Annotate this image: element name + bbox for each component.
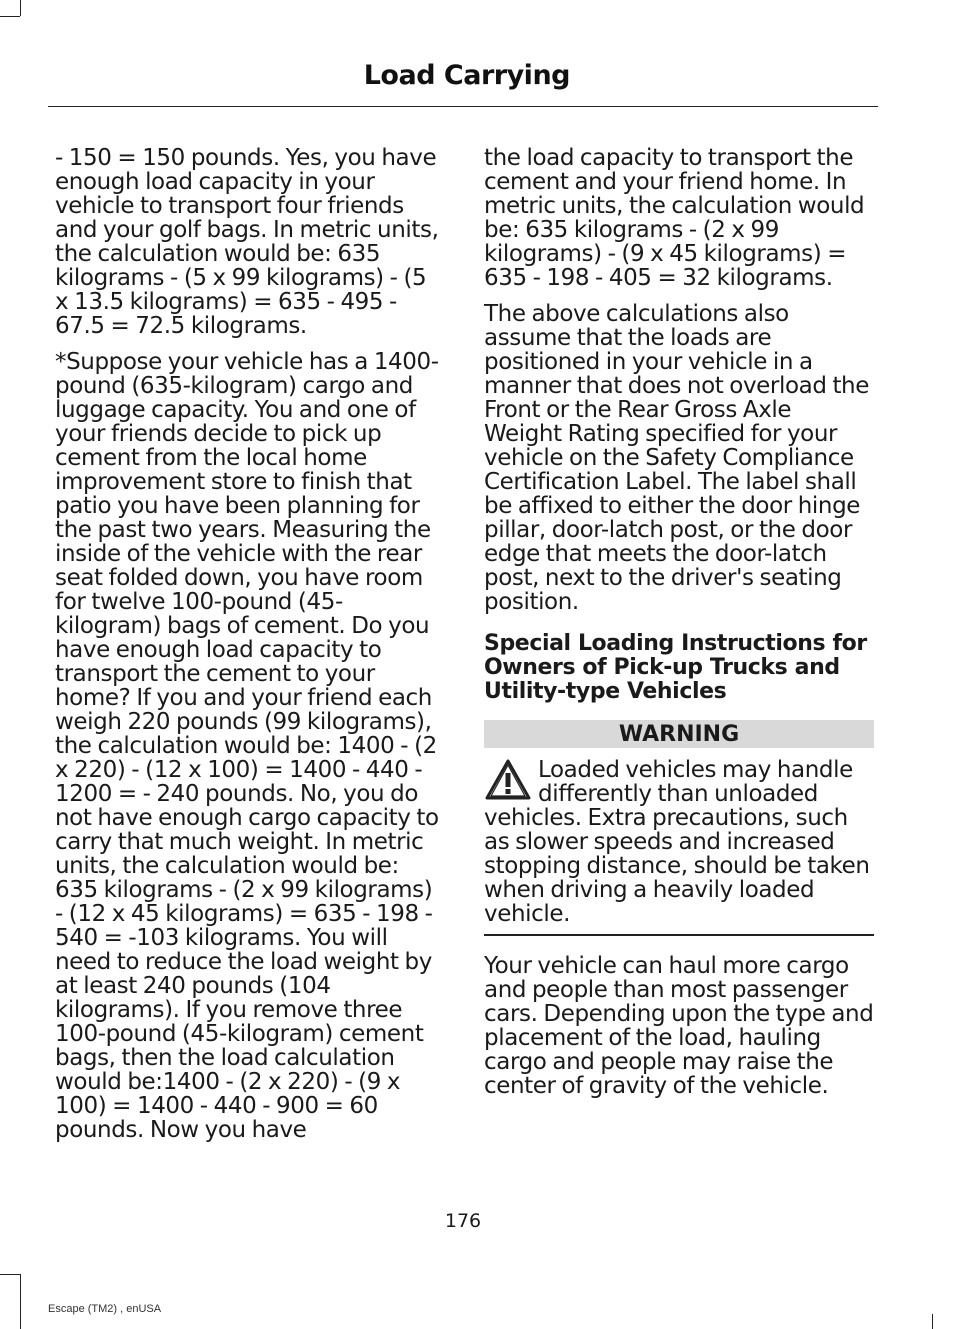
crop-mark — [20, 0, 21, 16]
crop-mark — [932, 1314, 933, 1329]
warning-label: WARNING — [484, 720, 874, 748]
warning-triangle-icon — [484, 758, 532, 802]
page-title: Load Carrying — [363, 60, 570, 91]
footer-text: Escape (TM2) , enUSA — [48, 1303, 162, 1315]
crop-mark — [0, 16, 20, 17]
paragraph: Your vehicle can haul more cargo and people than most passenger cars. Depending upon the type and placement of the load, hauling cargo and people may raise the center of gravity of the vehicle. — [484, 953, 874, 1099]
paragraph: - 150 = 150 pounds. Yes, you have enough load capacity in your vehicle to transport four friends and your golf bags. In metric units, the calculation would be: 635 kilograms - (5 x 99 kilograms) - (5 x 13.5 kilograms) = 635 - 495 - 67.5 = 72.5 kilograms. — [55, 145, 439, 339]
warning-body — [484, 758, 874, 926]
paragraph: the load capacity to transport the cement and your friend home. In metric units, the calculation would be: 635 kilograms - (2 x 99 kilograms) - (9 x 45 kilograms) = 635 - 198 - 405 = 32 kilograms. — [484, 145, 865, 291]
warning-text: Loaded vehicles may handle differently than unloaded vehicles. Extra precautions, such as slower speeds and increased stopping distance, should be taken when driving a heavily loaded vehicle. — [484, 757, 870, 927]
section-heading: Special Loading Instructions for Owners of Pick-up Trucks and Utility-type Vehicles — [484, 631, 867, 704]
paragraph: The above calculations also assume that the loads are positioned in your vehicle in a manner that does not overload the Front or the Rear Gross Axle Weight Rating specified for your vehicle on the Safety Compliance Certification Label. The label shall be affixed to either the door hinge pillar, door-latch post, or the door edge that meets the door-latch post, next to the driver's seating position. — [484, 301, 869, 615]
left-column — [55, 146, 445, 1154]
page-number: 176 — [444, 1210, 482, 1232]
right-column — [484, 146, 874, 1110]
paragraph: *Suppose your vehicle has a 1400-pound (635-kilogram) cargo and luggage capacity. You and one of your friends decide to pick up cement from the local home improvement store to finish that patio you have been planning for the past two years. Measuring the inside of the vehicle with the rear seat folded down, you have room for twelve 100-pound (45-kilogram) bags of cement. Do you have enough load capacity to transport the cement to your home? If you and your friend each weigh 220 pounds (99 kilograms), the calculation would be: 1400 - (2 x 220) - (12 x 100) = 1400 - 440 - 1200 = - 240 pounds. No, you do not have enough cargo capacity to carry that much weight. In metric units, the calculation would be: 635 kilograms - (2 x 99 kilograms) - (12 x 45 kilograms) = 635 - 198 - 540 = -103 kilograms. You will need to reduce the load weight by at least 240 pounds (104 kilograms). If you remove three 100-pound (45-kilogram) cement bags, then the load calculation would be:1400 - (2 x 220) - (9 x 100) = 1400 - 440 - 900 = 60 pounds. Now you have — [55, 349, 439, 1143]
warning-box — [484, 720, 874, 936]
title-divider — [48, 106, 878, 107]
crop-mark — [20, 1274, 21, 1329]
warning-divider — [484, 934, 874, 936]
crop-mark — [0, 1274, 20, 1275]
